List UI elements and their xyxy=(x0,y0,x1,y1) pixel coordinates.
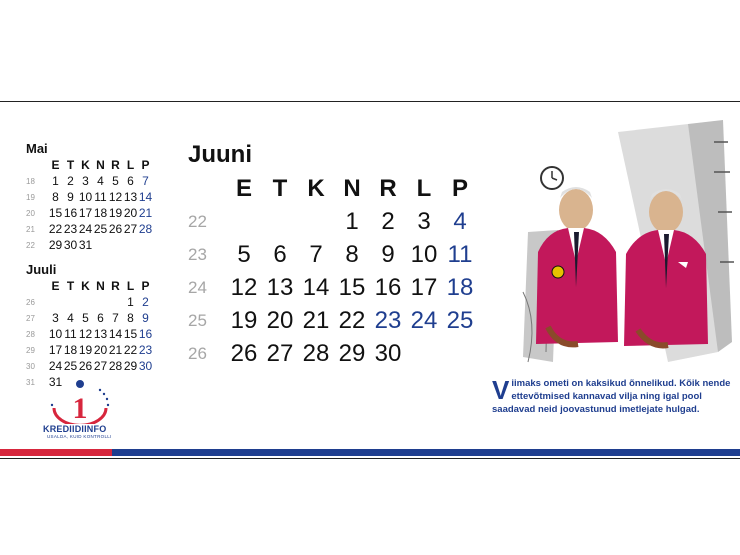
calendar-july xyxy=(26,262,153,390)
day-cell: 3 xyxy=(52,311,59,325)
day-cell xyxy=(298,206,334,237)
caption-text: iimaks ometi on kaksikud õnnelikud. Kõik nende ettevõtmised kannavad vilja ning igal pool saadavad neid joovastunud imetlejate hulgad. xyxy=(492,378,731,415)
day-cell: 7 xyxy=(142,174,149,188)
day-cell xyxy=(108,238,123,253)
week-number: 27 xyxy=(26,314,35,323)
weekday-header: P xyxy=(141,279,150,293)
day-cell: 7 xyxy=(112,311,119,325)
day-cell: 1 xyxy=(345,208,359,235)
day-cell: 12 xyxy=(78,327,93,341)
day-cell xyxy=(138,238,153,253)
weekday-header: T xyxy=(66,279,75,293)
day-cell: 27 xyxy=(266,340,294,367)
day-cell: 16 xyxy=(138,327,153,341)
day-cell: 4 xyxy=(453,208,467,235)
krediidiinfo-logo xyxy=(40,378,120,440)
day-cell xyxy=(226,206,262,237)
day-cell: 30 xyxy=(63,238,78,252)
day-cell: 24 xyxy=(48,359,63,373)
week-number: 24 xyxy=(188,278,207,297)
week-number: 31 xyxy=(26,378,35,387)
day-cell: 2 xyxy=(381,208,395,235)
day-cell: 30 xyxy=(138,359,153,373)
weekday-header: N xyxy=(96,279,105,293)
day-cell: 31 xyxy=(78,238,93,252)
day-cell: 17 xyxy=(48,343,63,357)
day-cell: 6 xyxy=(273,241,287,268)
day-cell: 10 xyxy=(78,190,93,204)
day-cell: 4 xyxy=(67,311,74,325)
day-cell: 6 xyxy=(97,311,104,325)
weekday-header: K xyxy=(81,158,90,172)
day-cell: 19 xyxy=(78,343,93,357)
day-cell: 3 xyxy=(417,208,431,235)
day-cell: 2 xyxy=(67,174,74,188)
day-cell: 28 xyxy=(108,359,123,373)
day-cell: 24 xyxy=(410,307,438,334)
day-cell: 27 xyxy=(123,222,138,236)
day-cell: 1 xyxy=(127,295,134,309)
weekday-header: K xyxy=(81,279,90,293)
weekday-header: K xyxy=(307,175,325,202)
day-cell: 13 xyxy=(123,190,138,204)
weekday-header: T xyxy=(272,175,288,202)
week-header-spacer xyxy=(26,279,48,294)
weekday-header: T xyxy=(66,158,75,172)
day-cell: 15 xyxy=(338,274,366,301)
week-number: 28 xyxy=(26,330,35,339)
day-cell: 8 xyxy=(345,241,359,268)
day-cell: 16 xyxy=(63,206,78,220)
day-cell: 12 xyxy=(230,274,258,301)
day-cell: 17 xyxy=(78,206,93,220)
week-number: 20 xyxy=(26,209,35,218)
day-cell: 10 xyxy=(410,241,438,268)
day-cell: 16 xyxy=(374,274,402,301)
day-cell: 22 xyxy=(338,307,366,334)
day-cell: 13 xyxy=(93,327,108,341)
day-cell: 18 xyxy=(93,206,108,220)
month-title-may: Mai xyxy=(26,141,48,156)
day-cell xyxy=(123,375,138,390)
day-cell: 15 xyxy=(48,206,63,220)
day-cell: 29 xyxy=(338,340,366,367)
logo-mark-icon xyxy=(40,378,120,424)
day-cell: 5 xyxy=(112,174,119,188)
bottom-bar-blue xyxy=(112,449,740,456)
week-number: 30 xyxy=(26,362,35,371)
badge-icon xyxy=(552,266,564,278)
day-cell xyxy=(93,238,108,253)
weekday-header: E xyxy=(51,158,60,172)
day-cell: 11 xyxy=(447,241,473,268)
day-cell: 11 xyxy=(94,190,107,204)
day-cell xyxy=(93,295,108,310)
week-number: 22 xyxy=(188,212,207,231)
day-cell: 23 xyxy=(138,343,153,357)
day-cell: 5 xyxy=(237,241,251,268)
day-cell: 29 xyxy=(123,359,138,373)
month-title-july: Juuli xyxy=(26,262,57,277)
day-cell xyxy=(262,206,298,237)
day-cell: 22 xyxy=(123,343,138,357)
week-number: 26 xyxy=(26,298,35,307)
day-cell xyxy=(63,295,78,310)
day-cell: 20 xyxy=(266,307,294,334)
day-cell: 19 xyxy=(108,206,123,220)
day-cell: 9 xyxy=(381,241,395,268)
day-cell: 10 xyxy=(48,327,63,341)
day-cell: 30 xyxy=(374,340,402,367)
day-cell: 26 xyxy=(230,340,258,367)
weekday-header: N xyxy=(343,175,361,202)
day-cell: 28 xyxy=(302,340,330,367)
day-cell: 13 xyxy=(266,274,294,301)
day-cell: 21 xyxy=(108,343,123,357)
day-cell: 28 xyxy=(138,222,153,236)
week-number: 21 xyxy=(26,225,35,234)
day-cell: 4 xyxy=(97,174,104,188)
week-number: 25 xyxy=(188,311,207,330)
day-cell: 19 xyxy=(230,307,258,334)
day-cell: 25 xyxy=(446,307,474,334)
day-cell: 5 xyxy=(82,311,89,325)
week-number: 29 xyxy=(26,346,35,355)
day-cell xyxy=(406,338,442,369)
day-cell: 23 xyxy=(63,222,78,236)
logo-mark-digit: 1 xyxy=(72,392,88,424)
grid-may xyxy=(26,158,153,253)
weekday-header: R xyxy=(111,158,120,172)
day-cell: 3 xyxy=(82,174,89,188)
day-cell: 21 xyxy=(302,307,330,334)
logo-tagline: USALDA, KUID KONTROLLI xyxy=(47,434,112,439)
grid-july xyxy=(26,279,153,390)
day-cell xyxy=(108,295,123,310)
week-header-spacer xyxy=(26,158,48,173)
day-cell: 2 xyxy=(142,295,149,309)
week-number: 18 xyxy=(26,177,35,186)
week-number: 26 xyxy=(188,344,207,363)
bottom-bar-red xyxy=(0,449,112,456)
day-cell: 20 xyxy=(93,343,108,357)
day-cell: 1 xyxy=(52,174,59,188)
day-cell: 23 xyxy=(374,307,402,334)
weekday-header: R xyxy=(111,279,120,293)
day-cell: 29 xyxy=(48,238,63,252)
day-cell: 14 xyxy=(302,274,330,301)
weekday-header: E xyxy=(235,175,252,202)
day-cell: 25 xyxy=(63,359,78,373)
week-number: 23 xyxy=(188,245,207,264)
day-cell xyxy=(78,295,93,310)
weekday-header: P xyxy=(451,175,468,202)
day-cell: 11 xyxy=(64,327,77,341)
day-cell: 9 xyxy=(67,190,74,204)
top-divider xyxy=(0,101,740,102)
day-cell: 14 xyxy=(108,327,123,341)
month-title-june: Juuni xyxy=(188,141,252,168)
logo-brand: KREDIIDIINFO xyxy=(43,424,107,434)
week-number: 22 xyxy=(26,241,35,250)
caption-dropcap: V xyxy=(492,375,510,405)
day-cell xyxy=(138,375,153,390)
day-cell xyxy=(442,338,478,369)
grid-june xyxy=(188,173,478,369)
day-cell: 7 xyxy=(309,241,323,268)
weekday-header: P xyxy=(141,158,150,172)
day-cell: 15 xyxy=(123,327,138,341)
day-cell: 17 xyxy=(410,274,438,301)
weekday-header: E xyxy=(51,279,60,293)
bottom-divider xyxy=(0,458,740,459)
weekday-header: L xyxy=(126,279,135,293)
day-cell xyxy=(48,295,63,310)
week-header-spacer xyxy=(188,173,226,204)
day-cell: 27 xyxy=(93,359,108,373)
day-cell: 21 xyxy=(138,206,153,220)
weekday-header: N xyxy=(96,158,105,172)
day-cell: 24 xyxy=(78,222,93,236)
day-cell: 26 xyxy=(108,222,123,236)
day-cell: 14 xyxy=(138,190,153,204)
day-cell: 8 xyxy=(52,190,59,204)
day-cell: 9 xyxy=(142,311,149,325)
day-cell: 8 xyxy=(127,311,134,325)
illustration-caption xyxy=(492,377,732,416)
weekday-header: L xyxy=(416,175,432,202)
day-cell: 22 xyxy=(48,222,63,236)
twins-illustration xyxy=(518,112,740,374)
day-cell: 12 xyxy=(108,190,123,204)
weekday-header: R xyxy=(379,175,397,202)
day-cell: 18 xyxy=(63,343,78,357)
calendar-may xyxy=(26,141,153,253)
day-cell: 20 xyxy=(123,206,138,220)
day-cell: 26 xyxy=(78,359,93,373)
day-cell: 6 xyxy=(127,174,134,188)
day-cell: 25 xyxy=(93,222,108,236)
week-number: 19 xyxy=(26,193,35,202)
weekday-header: L xyxy=(126,158,135,172)
day-cell: 18 xyxy=(446,274,474,301)
day-cell xyxy=(123,238,138,253)
day-cell: 31 xyxy=(48,375,63,389)
